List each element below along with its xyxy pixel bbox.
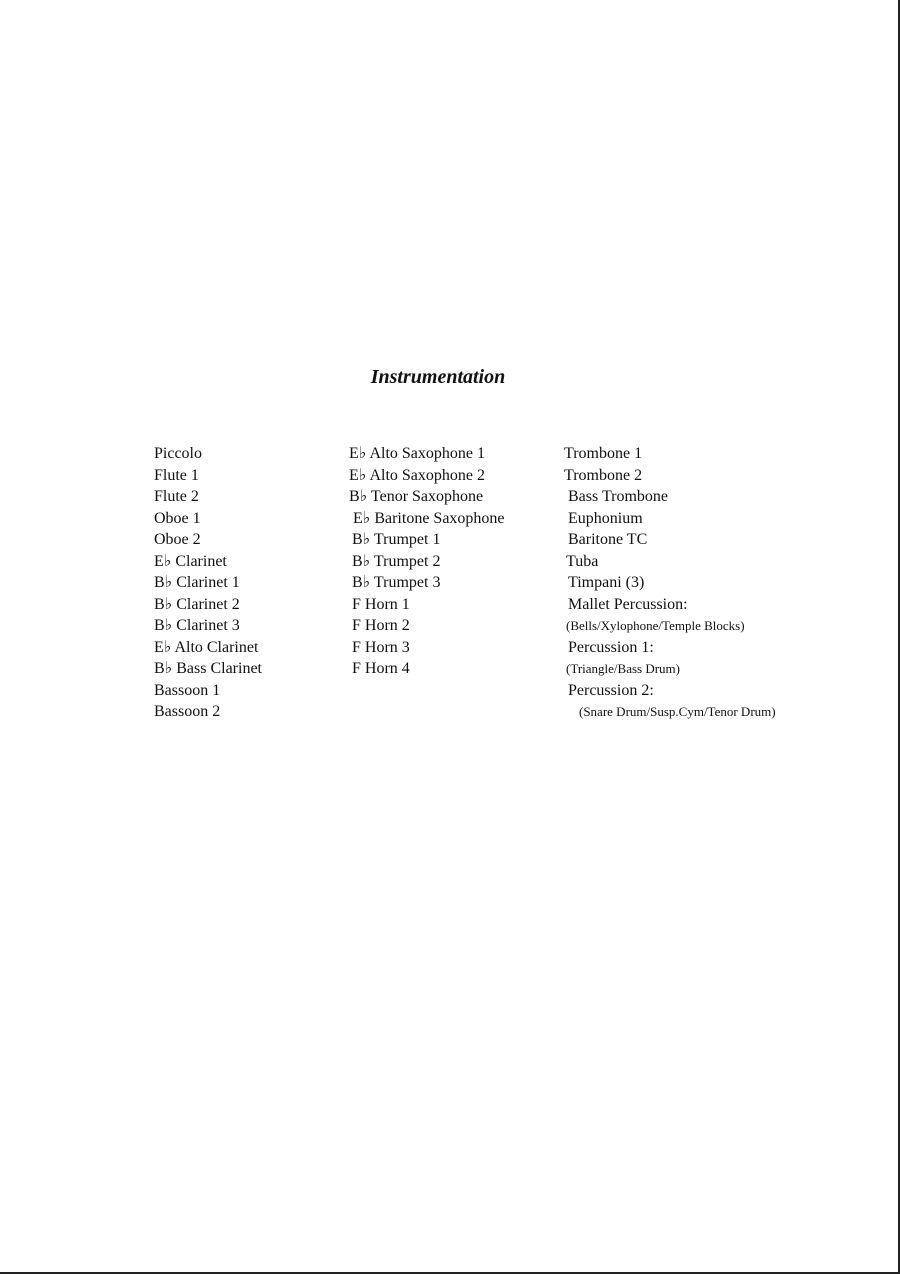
instrument-note: (Bells/Xylophone/Temple Blocks) [566, 618, 745, 633]
instrument-item: Bassoon 1 [154, 681, 221, 699]
instrument-item: Trombone 2 [564, 466, 643, 484]
instrument-column-low-brass-percussion [564, 443, 776, 723]
instrument-item: Flute 1 [154, 466, 199, 484]
instrument-item: Percussion 1: [568, 638, 654, 656]
instrument-item: Bassoon 2 [154, 703, 221, 720]
instrument-item: E♭ Alto Clarinet [154, 638, 259, 656]
instrument-item: B♭ Clarinet 1 [154, 574, 240, 591]
instrument-note: (Triangle/Bass Drum) [566, 661, 680, 676]
instrument-item: Baritone TC [568, 531, 648, 548]
instrument-item: F Horn 1 [352, 595, 410, 613]
instrument-item: Oboe 1 [154, 509, 201, 527]
instrument-item: Bass Trombone [568, 488, 669, 505]
instrument-item: Percussion 2: [568, 681, 654, 699]
instrument-item: B♭ Trumpet 3 [352, 574, 441, 591]
instrument-item: F Horn 4 [352, 660, 410, 677]
instrument-item: F Horn 3 [352, 638, 410, 656]
instrument-item: E♭ Clarinet [154, 552, 227, 570]
page-title: Instrumentation [370, 366, 506, 388]
instrument-item: Tuba [566, 552, 599, 570]
instrument-item: B♭ Clarinet 3 [154, 617, 240, 634]
instrument-item: Trombone 1 [564, 445, 643, 462]
instrument-item: Oboe 2 [154, 531, 201, 548]
instrument-item: E♭ Alto Saxophone 2 [349, 466, 485, 484]
instrument-item: Mallet Percussion: [568, 595, 688, 613]
instrument-item: B♭ Tenor Saxophone [349, 488, 484, 505]
instrument-item: Euphonium [568, 509, 643, 527]
instrument-note: (Snare Drum/Susp.Cym/Tenor Drum) [579, 704, 776, 719]
instrument-item: B♭ Trumpet 1 [352, 531, 441, 548]
instrument-item: F Horn 2 [352, 617, 410, 634]
instrument-column-woodwinds [154, 443, 262, 723]
instrument-item: E♭ Alto Saxophone 1 [349, 445, 485, 462]
instrument-item: B♭ Bass Clarinet [154, 660, 262, 677]
instrument-item: Piccolo [154, 445, 202, 462]
instrument-item: Timpani (3) [568, 574, 645, 591]
instrument-column-saxes-brass [349, 443, 505, 680]
instrument-item: Flute 2 [154, 488, 199, 505]
instrument-item: B♭ Trumpet 2 [352, 552, 441, 570]
instrument-item: B♭ Clarinet 2 [154, 595, 240, 613]
instrument-item: E♭ Baritone Saxophone [353, 509, 505, 527]
